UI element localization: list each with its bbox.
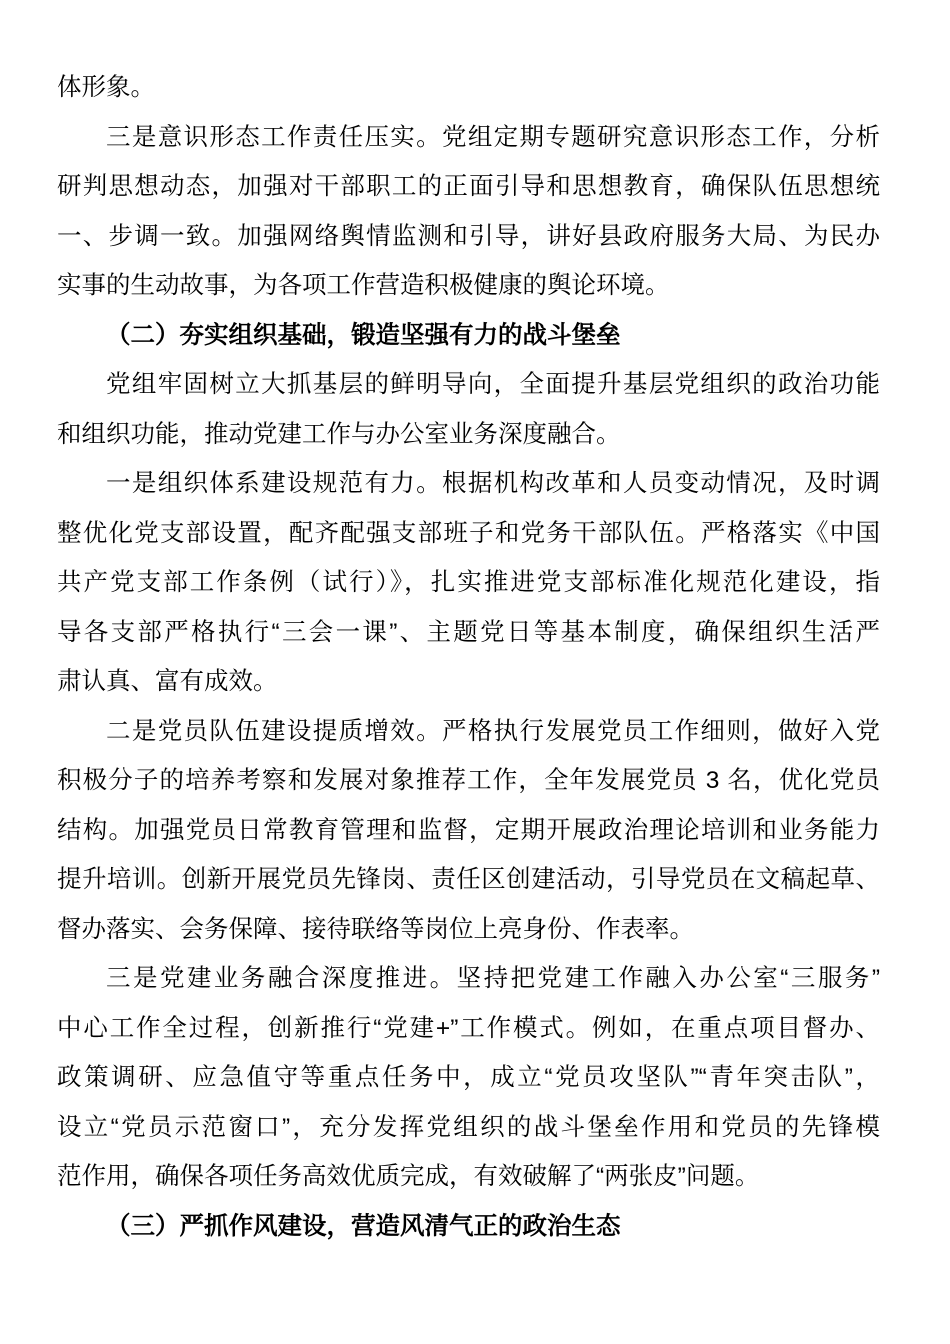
paragraph [57, 113, 880, 311]
document-line: 导各支部严格执行“三会一课”、主题党日等基本制度，确保组织生活严 [57, 618, 880, 646]
document-line: 共产党支部工作条例（试行）》，扎实推进党支部标准化规范化建设，指 [57, 569, 880, 596]
document-line: 实事的生动故事，为各项工作营造积极健康的舆论环境。 [57, 272, 670, 299]
paragraph [57, 360, 880, 459]
document-line: 一是组织体系建设规范有力。根据机构改革和人员变动情况，及时调 [106, 470, 880, 497]
document-line: 中心工作全过程，创新推行“党建+”工作模式。例如，在重点项目督办、 [57, 1014, 880, 1042]
document-line: 体形象。 [57, 74, 155, 101]
section-heading: （二）夯实组织基础，锻造坚强有力的战斗堡垒 [106, 321, 621, 349]
document-line: 肃认真、富有成效。 [57, 668, 278, 695]
document-line: 结构。加强党员日常教育管理和监督，定期开展政治理论培训和业务能力 [57, 816, 880, 844]
document-line: 督办落实、会务保障、接待联络等岗位上亮身份、作表率。 [57, 915, 694, 943]
document-line: 二是党员队伍建设提质增效。严格执行发展党员工作细则，做好入党 [106, 717, 880, 745]
section-heading-3 [57, 1202, 880, 1252]
document-line: 整优化党支部设置，配齐配强支部班子和党务干部队伍。严格落实《中国 [57, 519, 880, 547]
document-line: 三是意识形态工作责任压实。党组定期专题研究意识形态工作，分析 [106, 123, 880, 151]
document-line: 三是党建业务融合深度推进。坚持把党建工作融入办公室“三服务” [106, 965, 880, 992]
document-line: 提升培训。创新开展党员先锋岗、责任区创建活动，引导党员在文稿起草、 [57, 866, 880, 893]
paragraph-continuation [57, 63, 880, 113]
paragraph [57, 459, 880, 707]
document-line: 政策调研、应急值守等重点任务中，成立“党员攻坚队”“青年突击队”， [57, 1064, 880, 1091]
paragraph [57, 707, 880, 955]
section-heading-2 [57, 311, 880, 361]
document-line: 设立“党员示范窗口”，充分发挥党组织的战斗堡垒作用和党员的先锋模 [57, 1113, 880, 1141]
document-line: 和组织功能，推动党建工作与办公室业务深度融合。 [57, 420, 621, 448]
document-line: 一、步调一致。加强网络舆情监测和引导，讲好县政府服务大局、为民办 [57, 222, 880, 250]
document-line: 积极分子的培养考察和发展对象推荐工作，全年发展党员 3 名，优化党员 [57, 767, 880, 794]
paragraph [57, 954, 880, 1202]
document-line: 党组牢固树立大抓基层的鲜明导向，全面提升基层党组织的政治功能 [106, 371, 880, 398]
document-line: 研判思想动态，加强对干部职工的正面引导和思想教育，确保队伍思想统 [57, 173, 880, 200]
document-line: 范作用，确保各项任务高效优质完成，有效破解了“两张皮”问题。 [57, 1163, 760, 1190]
section-heading: （三）严抓作风建设，营造风清气正的政治生态 [106, 1212, 621, 1240]
